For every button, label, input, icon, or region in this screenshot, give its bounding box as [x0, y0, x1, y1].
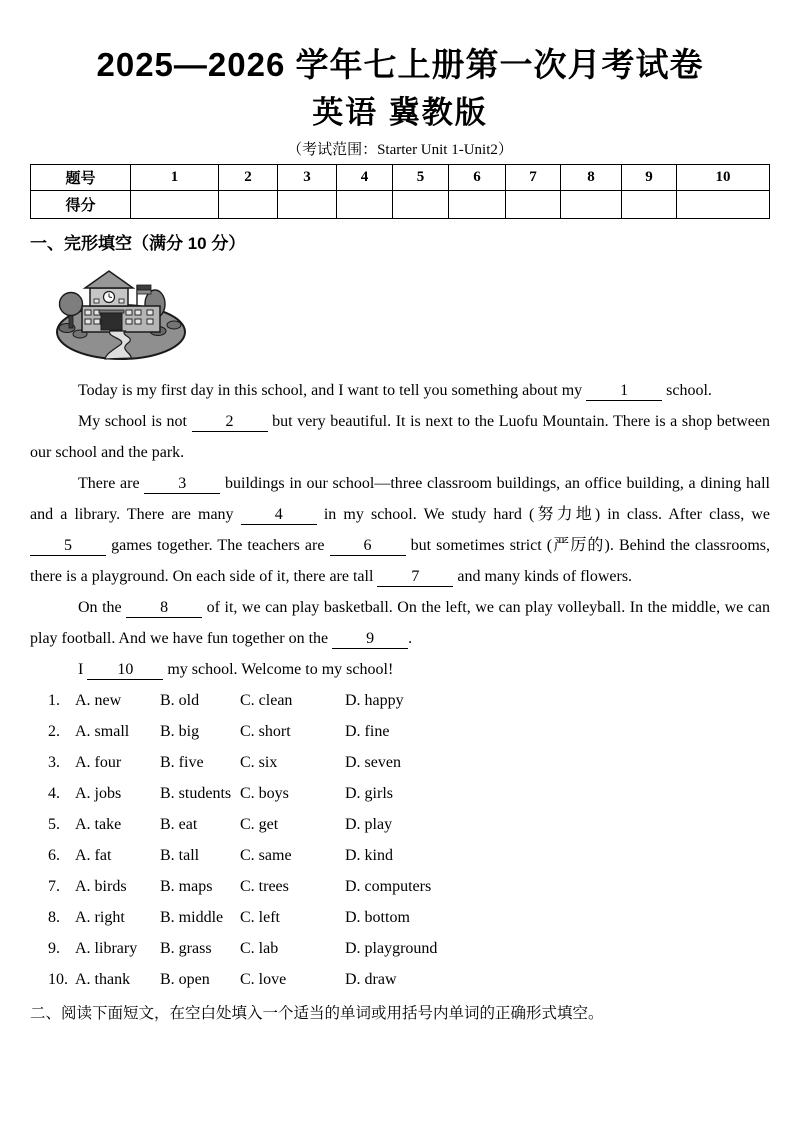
option-row-number: 2. [48, 722, 60, 740]
window [85, 310, 91, 315]
score-table-score-cell-9 [622, 190, 677, 218]
score-table-score-cell-1 [131, 190, 219, 218]
option-choice-c: C. clean [240, 691, 293, 709]
exam-title: 2025—2026 学年七上册第一次月考试卷 [96, 46, 704, 83]
option-row-6 [48, 840, 770, 871]
window [126, 310, 132, 315]
score-table-score-cell-5 [393, 190, 449, 218]
option-choice-b: B. eat [160, 815, 198, 833]
option-row-7 [48, 871, 770, 902]
cloze-blank-4: 4 [241, 505, 317, 525]
cloze-blank-9: 9 [332, 629, 408, 649]
window [119, 299, 124, 303]
cloze-paragraph: There are 3 buildings in our school—three classroom buildings, an office building, a dining hall and a library. There are many 4 in my school. We study hard (努力地) in class. After class, we 5 games together. The teachers are 6 but sometimes strict (严厉的). Behind the classrooms, there is a playground. On each side of it, there are tall 7 and many kinds of flowers. [30, 474, 771, 585]
option-choice-d: D. computers [345, 877, 432, 895]
option-choice-b: B. old [160, 691, 200, 709]
window [85, 319, 91, 324]
clock-hand [109, 297, 112, 298]
option-choice-d: D. happy [345, 691, 404, 709]
cloze-blank-1: 1 [586, 381, 662, 401]
score-table-question-6: 6 [449, 164, 506, 190]
flag [137, 285, 151, 290]
option-choice-b: B. tall [160, 846, 200, 864]
score-table-score-row [31, 190, 770, 218]
option-choice-d: D. playground [345, 939, 438, 957]
option-choice-a: A. new [75, 691, 122, 709]
option-choice-a: A. library [75, 939, 138, 957]
option-row-number: 7. [48, 877, 60, 895]
window [147, 310, 153, 315]
score-table-question-10: 10 [677, 164, 770, 190]
cloze-options-list [30, 685, 770, 995]
cloze-blank-2: 2 [192, 412, 268, 432]
option-row-number: 4. [48, 784, 60, 802]
cloze-paragraph: I 10 my school. Welcome to my school! [78, 660, 394, 678]
option-choice-a: A. thank [75, 970, 131, 988]
option-choice-b: B. five [160, 753, 204, 771]
school-illustration [54, 266, 190, 361]
cloze-passage [30, 375, 770, 685]
option-choice-d: D. play [345, 815, 393, 833]
score-table-score-cell-10 [677, 190, 770, 218]
option-choice-d: D. girls [345, 784, 393, 802]
option-choice-c: C. left [240, 908, 280, 926]
option-choice-a: A. take [75, 815, 122, 833]
window [94, 299, 99, 303]
window [126, 319, 132, 324]
score-table-score-cell-2 [219, 190, 278, 218]
section-one-heading: 一、完形填空（满分 10 分） [30, 233, 246, 253]
option-row-1 [48, 685, 770, 716]
score-table-question-8: 8 [561, 164, 622, 190]
school-illustration-svg [54, 266, 190, 361]
cloze-blank-10: 10 [87, 660, 163, 680]
option-choice-c: C. trees [240, 877, 289, 895]
option-choice-a: A. right [75, 908, 125, 926]
score-table-question-9: 9 [622, 164, 677, 190]
option-row-4 [48, 778, 770, 809]
question-number-label: 题号 [31, 164, 131, 190]
score-table-question-2: 2 [219, 164, 278, 190]
option-choice-c: C. same [240, 846, 292, 864]
bush [167, 321, 181, 329]
option-choice-a: A. four [75, 753, 122, 771]
option-row-number: 10. [48, 970, 68, 988]
option-row-9 [48, 933, 770, 964]
option-row-number: 1. [48, 691, 60, 709]
option-choice-b: B. open [160, 970, 210, 988]
cloze-blank-5: 5 [30, 536, 106, 556]
option-row-number: 3. [48, 753, 60, 771]
exam-subject-edition: 英语 冀教版 [312, 94, 488, 130]
option-choice-c: C. lab [240, 939, 279, 957]
option-row-number: 5. [48, 815, 60, 833]
option-choice-d: D. draw [345, 970, 397, 988]
option-choice-b: B. maps [160, 877, 213, 895]
option-choice-b: B. grass [160, 939, 212, 957]
option-choice-a: A. fat [75, 846, 112, 864]
cloze-paragraph: Today is my first day in this school, and I want to tell you something about my 1 school. [78, 381, 712, 399]
option-choice-b: B. middle [160, 908, 224, 926]
score-table-question-4: 4 [337, 164, 393, 190]
option-choice-c: C. six [240, 753, 278, 771]
option-choice-a: A. birds [75, 877, 127, 895]
score-table-score-cell-4 [337, 190, 393, 218]
option-choice-b: B. students [160, 784, 232, 802]
option-choice-c: C. boys [240, 784, 289, 802]
roof [85, 271, 133, 288]
option-choice-c: C. love [240, 970, 287, 988]
option-choice-c: C. get [240, 815, 279, 833]
door [101, 313, 122, 330]
score-table-question-5: 5 [393, 164, 449, 190]
option-choice-d: D. seven [345, 753, 401, 771]
window [147, 319, 153, 324]
option-choice-c: C. short [240, 722, 291, 740]
option-row-number: 6. [48, 846, 60, 864]
exam-scope: （考试范围：Starter Unit 1-Unit2） [287, 141, 513, 158]
cloze-paragraph: On the 8 of it, we can play basketball. On the left, we can play volleyball. In the middle, we can play football. And we have fun together on the 9 . [30, 598, 770, 647]
score-table-score-cell-6 [449, 190, 506, 218]
option-row-number: 8. [48, 908, 60, 926]
score-table [30, 164, 770, 219]
score-table-score-cell-7 [506, 190, 561, 218]
option-row-2 [48, 716, 770, 747]
score-label: 得分 [31, 190, 131, 218]
option-row-5 [48, 809, 770, 840]
score-table-question-7: 7 [506, 164, 561, 190]
option-choice-a: A. small [75, 722, 130, 740]
cloze-blank-6: 6 [330, 536, 406, 556]
option-choice-d: D. kind [345, 846, 393, 864]
cloze-blank-7: 7 [377, 567, 453, 587]
cloze-paragraph: My school is not 2 but very beautiful. It is next to the Luofu Mountain. There is a shop between our school and the park. [30, 412, 770, 461]
flag [137, 290, 151, 294]
score-table-question-3: 3 [278, 164, 337, 190]
option-row-3 [48, 747, 770, 778]
window [135, 319, 141, 324]
window [94, 319, 100, 324]
window [135, 310, 141, 315]
option-row-10 [48, 964, 770, 995]
cloze-blank-3: 3 [144, 474, 220, 494]
tree-canopy [60, 292, 83, 315]
option-choice-a: A. jobs [75, 784, 122, 802]
score-table-score-cell-8 [561, 190, 622, 218]
score-table-score-cell-3 [278, 190, 337, 218]
section-two-heading: 二、阅读下面短文，在空白处填入一个适当的单词或用括号内单词的正确形式填空。 [30, 1004, 604, 1022]
score-table-header-row [31, 164, 770, 190]
option-choice-d: D. fine [345, 722, 390, 740]
option-row-8 [48, 902, 770, 933]
option-choice-b: B. big [160, 722, 200, 740]
cloze-blank-8: 8 [126, 598, 202, 618]
option-row-number: 9. [48, 939, 60, 957]
option-choice-d: D. bottom [345, 908, 410, 926]
score-table-question-1: 1 [131, 164, 219, 190]
